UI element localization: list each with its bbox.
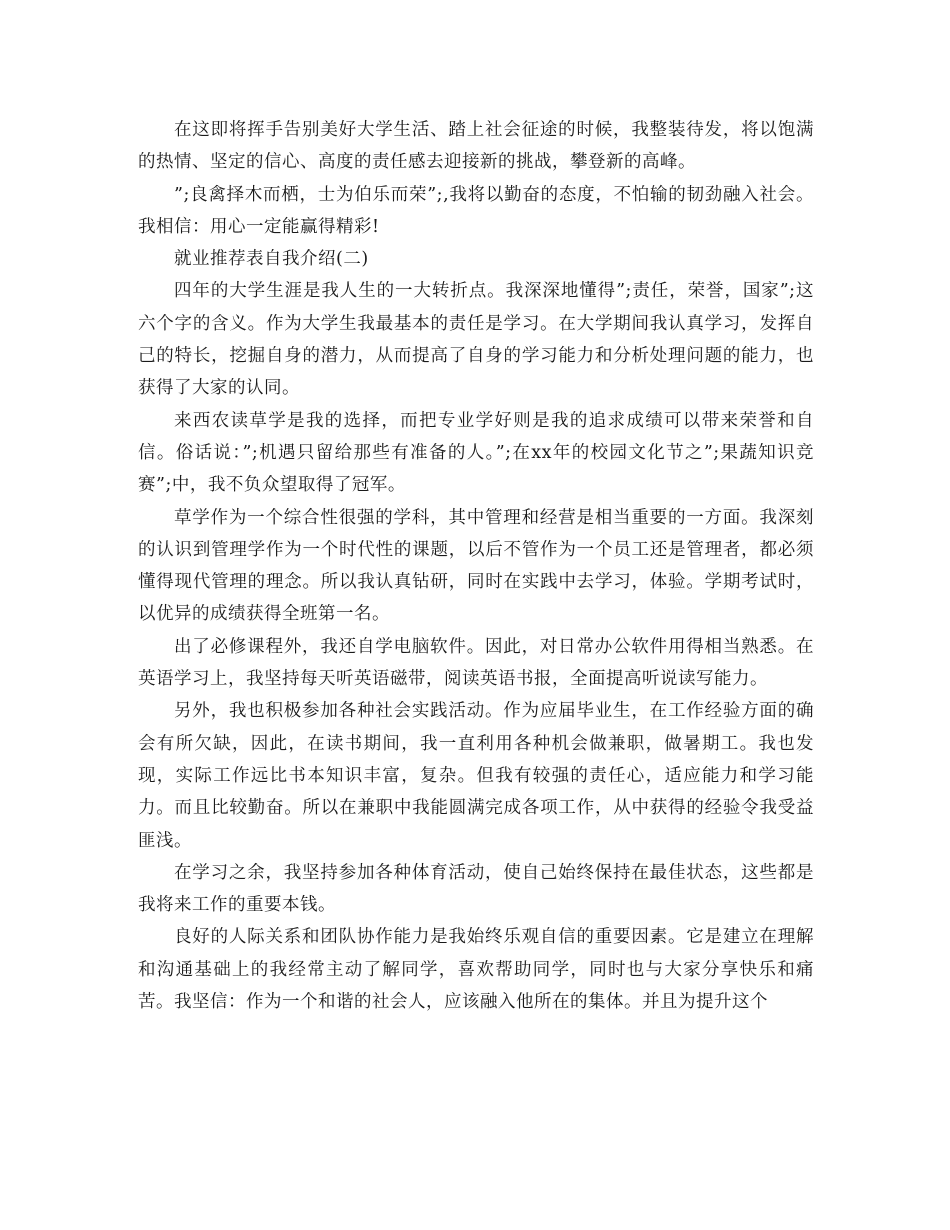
paragraph-major-choice: 来西农读草学是我的选择，而把专业学好则是我的追求成绩可以带来荣誉和自信。俗话说：”;机遇只留给那些有准备的人。”;在xx年的校园文化节之”;果蔬知识竞赛”;中，我不负众望取得了冠军。	[138, 410, 814, 496]
paragraph-management: 草学作为一个综合性很强的学科，其中管理和经营是相当重要的一方面。我深刻的认识到管理学作为一个时代性的课题，以后不管作为一个员工还是管理者，都必须懂得现代管理的理念。所以我认真钻研，同时在实践中去学习，体验。学期考试时，以优异的成绩获得全班第一名。	[138, 507, 814, 625]
paragraph-motto: ”;良禽择木而栖，士为伯乐而荣”;,我将以勤奋的态度，不怕输的韧劲融入社会。我相信：用心一定能赢得精彩!	[138, 184, 814, 237]
section-heading: 就业推荐表自我介绍(二)	[174, 249, 369, 270]
paragraph-farewell: 在这即将挥手告别美好大学生活、踏上社会征途的时候，我整装待发，将以饱满的热情、坚定的信心、高度的责任感去迎接新的挑战，攀登新的高峰。	[138, 120, 814, 173]
paragraph-self-study: 出了必修课程外，我还自学电脑软件。因此，对日常办公软件用得相当熟悉。在英语学习上，我坚持每天听英语磁带，阅读英语书报，全面提高听说读写能力。	[138, 636, 814, 690]
paragraph-social-practice: 另外，我也积极参加各种社会实践活动。作为应届毕业生，在工作经验方面的确会有所欠缺，因此，在读书期间，我一直利用各种机会做兼职，做暑期工。我也发现，实际工作远比书本知识丰富，复杂。但我有较强的责任心，适应能力和学习能力。而且比较勤奋。所以在兼职中我能圆满完成各项工作，从中获得的经验令我受益匪浅。	[138, 701, 814, 851]
document-page	[138, 114, 814, 1018]
paragraph-teamwork: 良好的人际关系和团队协作能力是我始终乐观自信的重要因素。它是建立在理解和沟通基础上的我经常主动了解同学，喜欢帮助同学，同时也与大家分享快乐和痛苦。我坚信：作为一个和谐的社会人，应该融入他所在的集体。并且为提升这个	[138, 927, 814, 1013]
paragraph-sports: 在学习之余，我坚持参加各种体育活动，使自己始终保持在最佳状态，这些都是我将来工作的重要本钱。	[138, 862, 814, 916]
paragraph-university-years: 四年的大学生涯是我人生的一大转折点。我深深地懂得”;责任，荣誉，国家”;这六个字的含义。作为大学生我最基本的责任是学习。在大学期间我认真学习，发挥自己的特长，挖掘自身的潜力，从而提高了自身的学习能力和分析处理问题的能力，也获得了大家的认同。	[138, 281, 814, 399]
